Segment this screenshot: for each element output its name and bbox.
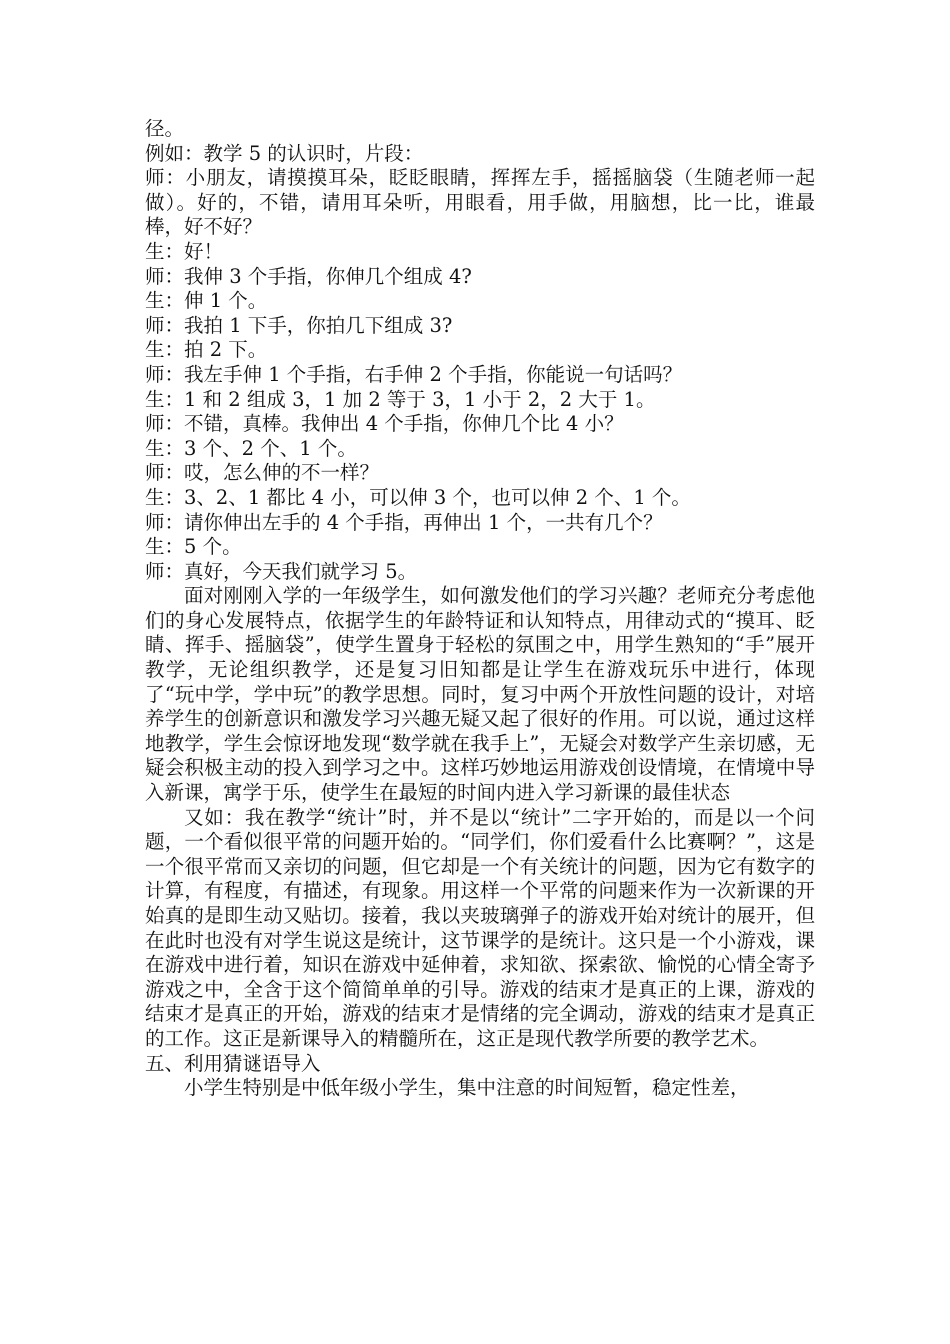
dialogue-line: 生：5 个。	[145, 535, 242, 559]
example-intro: 例如：教学 5 的认识时，片段：	[145, 141, 424, 165]
dialogue-line: 师：不错，真棒。我伸出 4 个手指，你伸几个比 4 小？	[145, 412, 624, 436]
dialogue-line: 生：1 和 2 组成 3，1 加 2 等于 3，1 小于 2，2 大于 1。	[145, 387, 656, 411]
intro-tail: 径。	[145, 117, 185, 140]
dialogue-line: 师：哎，怎么伸的不一样？	[145, 461, 380, 485]
dialogue-line: 师：我拍 1 下手，你拍几下组成 3?	[145, 313, 453, 337]
document-page	[145, 117, 815, 1101]
dialogue-line: 生：伸 1 个。	[145, 289, 268, 313]
dialogue-line: 师：请你伸出左手的 4 个手指，再伸出 1 个，一共有几个？	[145, 510, 663, 534]
dialogue-line: 生：拍 2 下。	[145, 338, 268, 362]
statistics-paragraph: 又如：我在教学“统计”时，并不是以“统计”二字开始的，而是以一个问题，一个看似很平常的问题开始的。“同学们，你们爱看什么比赛啊？”，这是一个很平常而又亲切的问题，但它却是一个有关统计的问题，因为它有数字的计算，有程度，有描述，有现象。用这样一个平常的问题来作为一次新课的开始真的是即生动又贴切。接着，我以夹玻璃弹子的游戏开始对统计的展开，但在此时也没有对学生说这是统计，这节课学的是统计。这只是一个小游戏，课在游戏中进行着，知识在游戏中延伸着，求知欲、探索欲、愉悦的心情全寄予游戏之中，全含于这个简简单单的引导。游戏的结束才是真正的上课，游戏的结束才是真正的开始，游戏的结束才是情绪的完全调动，游戏的结束才是真正的工作。这正是新课导入的精髓所在，这正是现代教学所要的教学艺术。	[145, 805, 815, 1050]
dialogue-line: 师：我左手伸 1 个手指，右手伸 2 个手指，你能说一句话吗？	[145, 362, 683, 386]
dialogue-line: 生：好！	[145, 239, 224, 263]
dialogue-line: 师：真好，今天我们就学习 5。	[145, 559, 418, 583]
teacher-opening-line: 师：小朋友，请摸摸耳朵，眨眨眼睛，挥挥左手，摇摇脑袋（生随老师一起做）。好的，不错，请用耳朵听，用眼看，用手做，用脑想，比一比，谁最棒，好不好？	[145, 166, 815, 239]
dialogue-line: 师：我伸 3 个手指，你伸几个组成 4?	[145, 264, 472, 288]
dialogue-line: 生：3、2、1 都比 4 小，可以伸 3 个，也可以伸 2 个、1 个。	[145, 485, 691, 509]
riddle-paragraph: 小学生特别是中低年级小学生，集中注意的时间短暂，稳定性差，	[184, 1076, 750, 1100]
section-heading: 五、利用猜谜语导入	[145, 1051, 321, 1075]
dialogue-line: 生：3 个、2 个、1 个。	[145, 436, 357, 460]
analysis-paragraph: 面对刚刚入学的一年级学生，如何激发他们的学习兴趣？老师充分考虑他们的身心发展特点，依据学生的年龄特证和认知特点，用律动式的“摸耳、眨睛、挥手、摇脑袋”，使学生置身于轻松的氛围之中，用学生熟知的“手”展开教学，无论组织教学，还是复习旧知都是让学生在游戏玩乐中进行，体现了“玩中学，学中玩”的教学思想。同时，复习中两个开放性问题的设计，对培养学生的创新意识和激发学习兴趣无疑又起了很好的作用。可以说，通过这样地教学，学生会惊讶地发现“数学就在我手上”，无疑会对数学产生亲切感，无疑会积极主动的投入到学习之中。这样巧妙地运用游戏创设情境，在情境中导入新课，寓学于乐，使学生在最短的时间内进入学习新课的最佳状态	[145, 584, 815, 805]
